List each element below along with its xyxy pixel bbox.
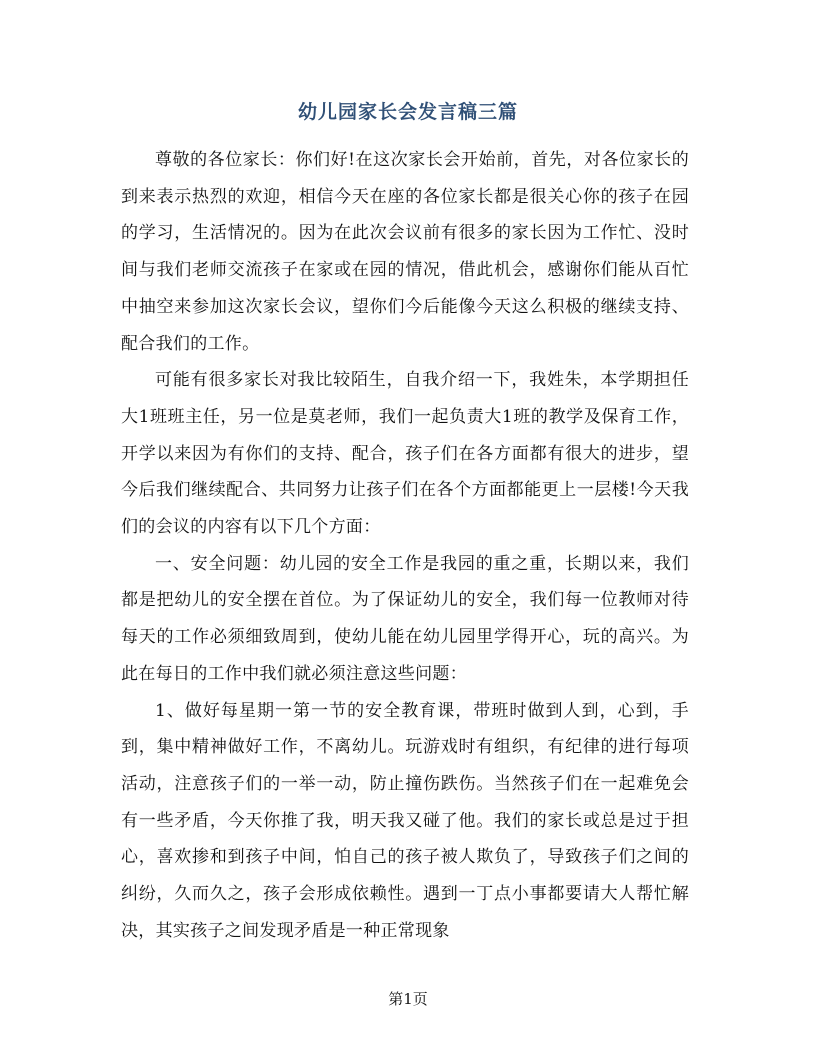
document-title: 幼儿园家长会发言稿三篇 bbox=[297, 101, 518, 123]
paragraph-greeting: 尊敬的各位家长：你们好!在这次家长会开始前，首先，对各位家长的到来表示热烈的欢迎，相信今天在座的各位家长都是很关心你的孩子在园的学习，生活情况的。因为在此次会议前有很多的家长因为工作忙、没时间与我们老师交流孩子在家或在园的情况，借此机会，感谢你们能从百忙中抽空来参加这次家长会议，望你们今后能像今天这么积极的继续支持、配合我们的工作。 bbox=[121, 150, 689, 354]
page-number: 第1页 bbox=[388, 990, 428, 1008]
paragraph-safety-item-1: 1、做好每星期一第一节的安全教育课，带班时做到人到，心到，手到，集中精神做好工作，不离幼儿。玩游戏时有组织，有纪律的进行每项活动，注意孩子们的一举一动，防止撞伤跌伤。当然孩子们在一起难免会有一些矛盾，今天你推了我，明天我又碰了他。我们的家长或总是过于担心，喜欢掺和到孩子中间，怕自己的孩子被人欺负了，导致孩子们之间的纠纷，久而久之，孩子会形成依赖性。遇到一丁点小事都要请大人帮忙解决，其实孩子之间发现矛盾是一种正常现象 bbox=[121, 700, 689, 941]
paragraph-safety-issue: 一、安全问题：幼儿园的安全工作是我园的重之重，长期以来，我们都是把幼儿的安全摆在首位。为了保证幼儿的安全，我们每一位教师对待每天的工作必须细致周到，使幼儿能在幼儿园里学得开心，玩的高兴。为此在每日的工作中我们就必须注意这些问题： bbox=[121, 553, 689, 684]
paragraph-introduction: 可能有很多家长对我比较陌生，自我介绍一下，我姓朱，本学期担任大1班班主任，另一位是莫老师，我们一起负责大1班的教学及保育工作，开学以来因为有你们的支持、配合，孩子们在各方面都有很大的进步，望今后我们继续配合、共同努力让孩子们在各个方面都能更上一层楼!今天我们的会议的内容有以下几个方面： bbox=[121, 370, 689, 538]
document-body bbox=[121, 142, 689, 949]
